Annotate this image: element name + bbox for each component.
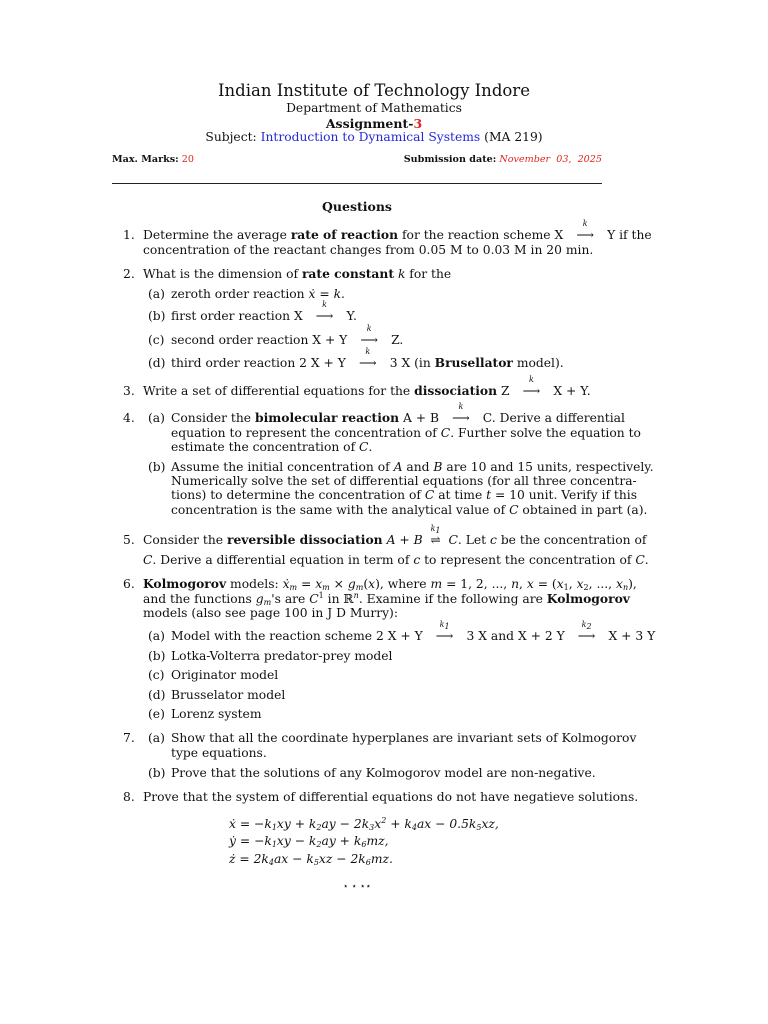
question-3-text: Write a set of differential equations for the dissociation Z k ⟶ X + Y.: [143, 375, 591, 398]
question-1-number: 1.: [123, 228, 135, 242]
subject-code: (MA 219): [484, 130, 543, 144]
question-6d-label: (d): [148, 688, 166, 702]
question-6e-text: Lorenz system: [171, 707, 262, 721]
header-divider: [112, 183, 602, 184]
institute-title: Indian Institute of Technology Indore: [218, 81, 530, 100]
question-5-line-2: C. Derive a differential equation in term of c to represent the concentration of C.: [143, 553, 649, 567]
question-8-text: Prove that the system of differential equations do not have negatieve solutions.: [143, 790, 639, 804]
assignment-label: Assignment-: [325, 116, 414, 131]
question-2b-label: (b): [148, 309, 166, 323]
question-7-number: 7.: [123, 731, 135, 745]
question-6e-label: (e): [148, 707, 165, 721]
question-5-line-1: Consider the reversible dissociation A + B k1 ⇌ C. Let c be the concentration of: [143, 524, 647, 547]
submission-date-value: November 03, 2025: [499, 154, 602, 165]
max-marks-label: Max. Marks:: [112, 154, 179, 165]
question-6c-text: Originator model: [171, 668, 279, 682]
max-marks: [112, 154, 194, 166]
question-1-line-2: concentration of the reactant changes from 0.05 M to 0.03 M in 20 min.: [143, 243, 594, 257]
subject-name: Introduction to Dynamical Systems: [260, 130, 481, 144]
equation-y-dot: ẏ = $-k_1xy - k_2ay + k_6mz$,: [229, 834, 389, 849]
subject-line: [0, 130, 748, 145]
equation-x-dot: ẋ = $-k_1xy + k_2ay - 2k_3x^2 + k_4ax - 0.5k_5xz$,: [229, 816, 499, 832]
question-2d-text: third order reaction 2 X + Y k ⟶ 3 X (in Brusellator model).: [171, 347, 564, 370]
questions-heading: Questions: [322, 199, 392, 214]
max-marks-value: 20: [181, 154, 194, 165]
question-7a-line-1: Show that all the coordinate hyperplanes are invariant sets of Kolmogorov: [171, 731, 637, 745]
question-6a-text: Model with the reaction scheme 2 X + Y k1 ⟶ 3 X and X + 2 Y k2 ⟶ X + 3 Y: [171, 620, 656, 643]
department-name: Department of Mathematics: [286, 101, 462, 115]
end-stars: ⋆ ⋆ ⋆⋆: [342, 882, 372, 892]
question-4b-line-1: Assume the initial concentration of A and B are 10 and 15 units, respectively.: [171, 460, 654, 474]
question-6b-label: (b): [148, 649, 166, 663]
question-2c-label: (c): [148, 333, 165, 347]
question-6-line-2: and the functions $g_m's$ are $C^1$ in ℝ$^n$. Examine if the following are Kolmogorov: [143, 591, 630, 607]
question-8-number: 8.: [123, 790, 135, 804]
question-4b-line-2: Numerically solve the set of differential equations (for all three concentra-: [171, 474, 637, 488]
question-2b-text: first order reaction X k ⟶ Y.: [171, 300, 357, 323]
assignment-title: [0, 116, 748, 131]
question-7a-label: (a): [148, 731, 165, 745]
question-2c-text: second order reaction X + Y k ⟶ Z.: [171, 324, 404, 347]
question-2-number: 2.: [123, 267, 135, 281]
question-6a-label: (a): [148, 629, 165, 643]
question-6d-text: Brusselator model: [171, 688, 286, 702]
question-4a-label: (a): [148, 411, 165, 425]
submission-date-label: Submission date:: [403, 154, 497, 165]
question-2a-text: zeroth order reaction ẋ = k.: [171, 287, 345, 301]
question-4a-line-1: Consider the bimolecular reaction A + B k ⟶ C. Derive a differential: [171, 402, 625, 425]
question-7a-line-2: type equations.: [171, 746, 267, 760]
question-6-number: 6.: [123, 577, 135, 591]
question-4a-line-2: equation to represent the concentration of C. Further solve the equation to: [171, 426, 641, 440]
question-1-line-1: Determine the average rate of reaction for the reaction scheme X k ⟶ Y if the: [143, 219, 652, 242]
question-4-number: 4.: [123, 411, 135, 425]
question-2-intro: What is the dimension of rate constant k for the: [143, 266, 452, 281]
question-6-line-1: Kolmogorov models: ẋ$_m$ = $x_m \times g_m(x)$, where m = 1, 2, ..., n, $x = (x_1$, $x_2$, ..., $x_n$),: [143, 576, 637, 592]
equation-z-dot: ż = $2k_4ax - k_5xz - 2k_6mz$.: [229, 852, 393, 867]
question-4b-line-4: concentration is the same with the analytical value of C obtained in part (a).: [171, 503, 648, 517]
subject-label: Subject:: [205, 130, 257, 144]
question-2d-label: (d): [148, 356, 166, 370]
question-3-number: 3.: [123, 384, 135, 398]
question-4a-line-3: estimate the concentration of C.: [171, 440, 373, 454]
question-4b-line-3: tions) to determine the concentration of C at time t = 10 unit. Verify if this: [171, 488, 638, 502]
question-6c-label: (c): [148, 668, 165, 682]
question-6b-text: Lotka-Volterra predator-prey model: [171, 649, 393, 663]
question-7b-text: Prove that the solutions of any Kolmogorov model are non-negative.: [171, 766, 596, 780]
submission-date: [404, 154, 602, 166]
question-2a-label: (a): [148, 287, 165, 301]
question-4b-label: (b): [148, 460, 166, 474]
question-6-line-3: models (also see page 100 in J D Murry):: [143, 606, 398, 620]
question-7b-label: (b): [148, 766, 166, 780]
question-5-number: 5.: [123, 533, 135, 547]
assignment-number: 3: [413, 116, 423, 131]
